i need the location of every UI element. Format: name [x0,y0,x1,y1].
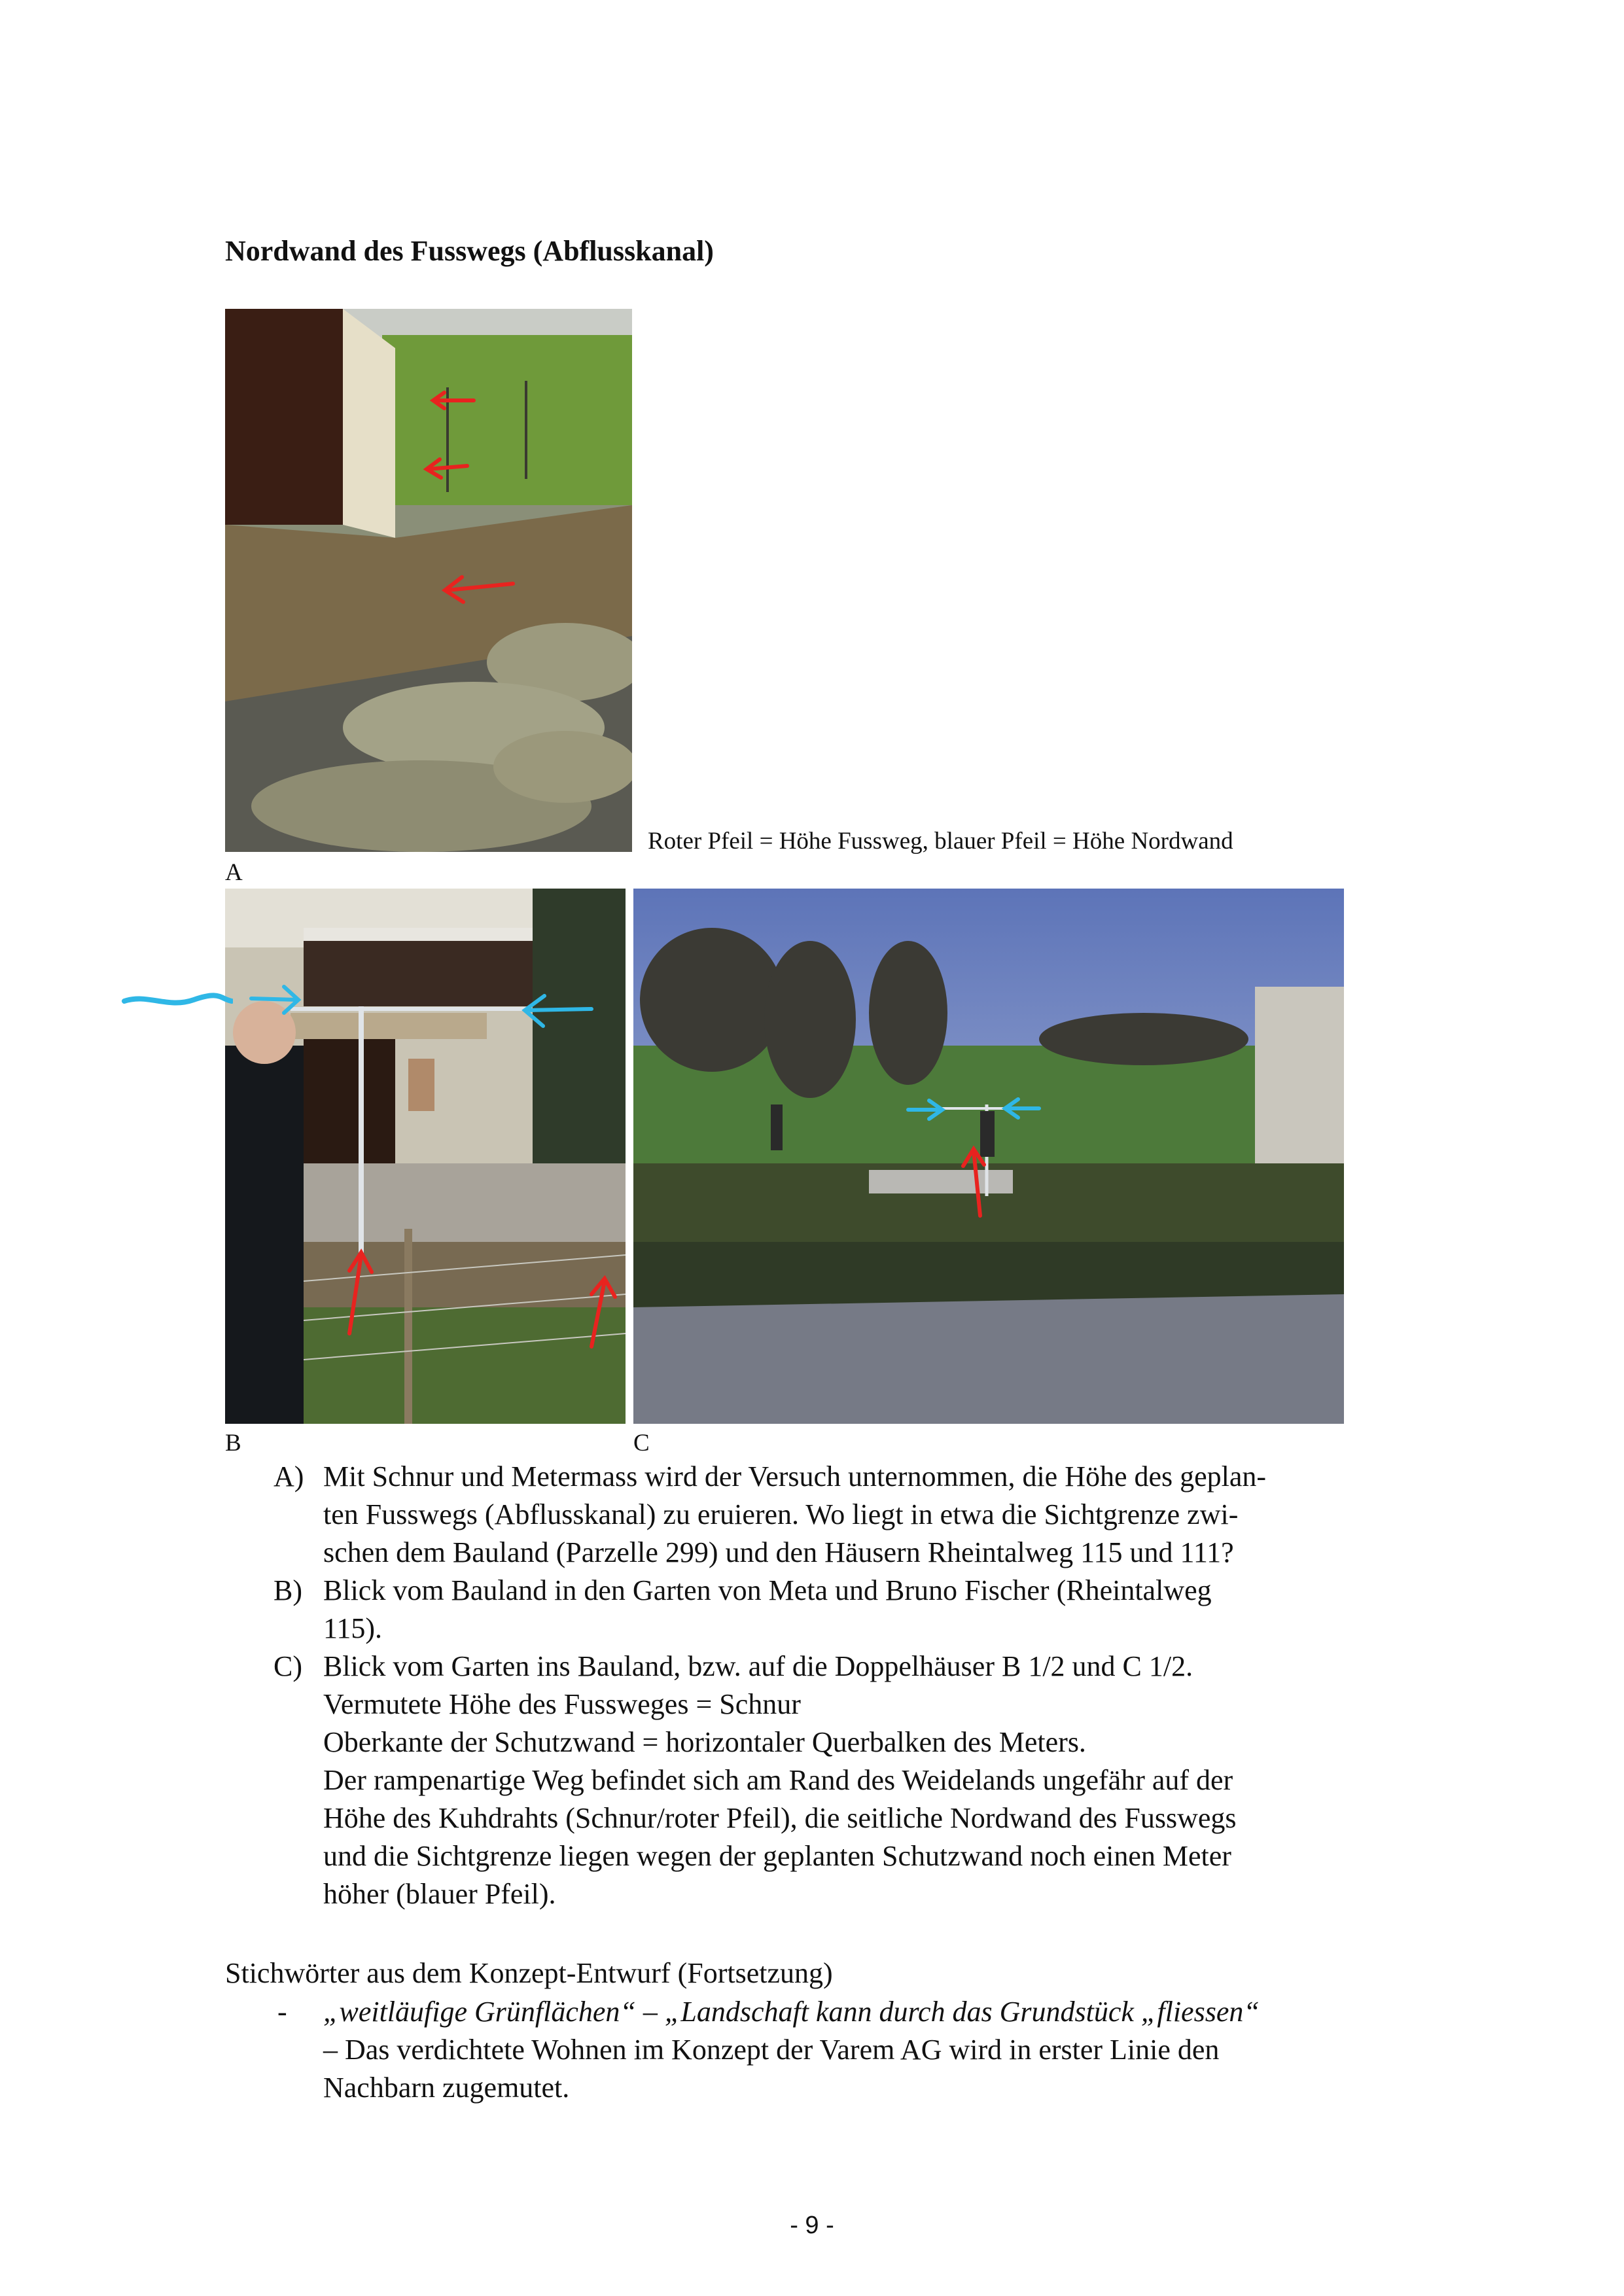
list-key: B) [274,1574,302,1606]
list-line: ten Fusswegs (Abflusskanal) zu eruieren. Wo liegt in etwa die Sichtgrenze zwi- [323,1498,1239,1530]
list-item-b [274,1572,1425,1648]
blue-line-marker [122,981,233,1021]
bullet-line: – Das verdichtete Wohnen im Konzept der Varem AG wird in erster Linie den [323,2034,1220,2066]
note-line: höher (blauer Pfeil). [323,1878,556,1910]
note-line: Vermutete Höhe des Fussweges = Schnur [323,1688,801,1720]
bullet-dash: - [277,1996,287,2028]
bullet-item [274,1993,1425,2107]
photo-label-c: C [633,1430,650,1457]
note-line: Der rampenartige Weg befindet sich am Rand des Weidelands ungefähr auf der [323,1764,1233,1796]
list-item-c [274,1648,1425,1686]
list-key: A) [274,1460,304,1492]
list-line: Blick vom Garten ins Bauland, bzw. auf die Doppelhäuser B 1/2 und C 1/2. [323,1650,1193,1682]
bullet-line: Nachbarn zugemutet. [323,2072,570,2104]
photo-label-a: A [225,859,243,886]
photo-a [225,309,632,852]
note-line: Oberkante der Schutzwand = horizontaler Querbalken des Meters. [323,1726,1086,1758]
page-number: - 9 - [790,2212,834,2239]
list-line: schen dem Bauland (Parzelle 299) und den Häusern Rheintalweg 115 und 111? [323,1536,1234,1568]
bullet-quote: „weitläufige Grünflächen“ – „Landschaft kann durch das Grundstück „fliessen“ [323,1996,1260,2028]
note-line: Höhe des Kuhdrahts (Schnur/roter Pfeil), die seitliche Nordwand des Fusswegs [323,1802,1237,1834]
photo-b [225,889,626,1424]
notes-block [274,1686,1425,1913]
list-item-a [274,1458,1425,1572]
note-line: und die Sichtgrenze liegen wegen der geplanten Schutzwand noch einen Meter [323,1840,1231,1872]
list-line: 115). [323,1612,383,1644]
description-list [274,1458,1425,1913]
photo-c-image [633,889,1344,1424]
section-title: Nordwand des Fusswegs (Abflusskanal) [225,235,714,267]
bullet-list [274,1993,1425,2107]
photo-b-image [225,889,626,1424]
list-line: Mit Schnur und Metermass wird der Versuch unternommen, die Höhe des geplan- [323,1460,1267,1492]
photo-caption: Roter Pfeil = Höhe Fussweg, blauer Pfeil = Höhe Nordwand [648,828,1233,855]
photo-label-b: B [225,1430,241,1457]
photo-c [633,889,1344,1424]
photo-a-image [225,309,632,852]
section2-title: Stichwörter aus dem Konzept-Entwurf (Fortsetzung) [225,1957,833,1989]
list-key: C) [274,1650,302,1682]
list-line: Blick vom Bauland in den Garten von Meta und Bruno Fischer (Rheintalweg [323,1574,1212,1606]
